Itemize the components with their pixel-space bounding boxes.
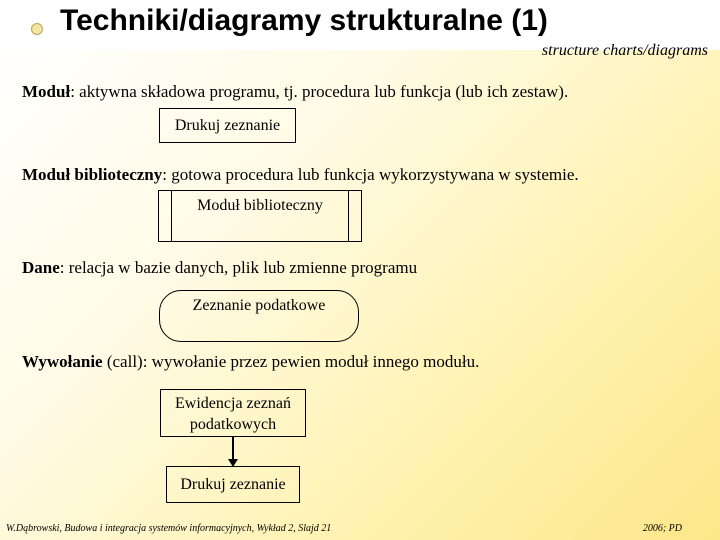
footer-date: 2006; PD <box>642 523 682 534</box>
definition-text: : relacja w bazie danych, plik lub zmienne programu <box>59 258 418 277</box>
caller-module-box <box>160 389 306 437</box>
slide-subtitle: structure charts/diagrams <box>541 42 708 59</box>
data-box <box>159 290 359 342</box>
term: Dane <box>22 258 60 277</box>
definition-call <box>22 352 479 372</box>
slide-title: Techniki/diagramy strukturalne (1) <box>60 4 548 37</box>
bullet-icon <box>31 23 43 35</box>
definition-module <box>22 82 568 102</box>
call-arrow-line <box>232 437 234 460</box>
term: Moduł biblioteczny <box>22 165 163 184</box>
module-box: Drukuj zeznanie <box>159 108 296 143</box>
definition-library-module <box>22 165 579 185</box>
callee-module-box: Drukuj zeznanie <box>166 466 300 503</box>
caller-label-line2: podatkowych <box>189 416 277 433</box>
definition-data <box>22 258 417 278</box>
term: Wywołanie <box>22 352 103 371</box>
caller-label-line1: Ewidencja zeznań <box>175 395 291 412</box>
data-label: Zeznanie podatkowe <box>192 297 326 314</box>
definition-text: : gotowa procedura lub funkcja wykorzystywana w systemie. <box>162 165 579 184</box>
footer-credit: W.Dąbrowski, Budowa i integracja systemów informacyjnych, Wykład 2, Slajd 21 <box>6 523 332 534</box>
term: Moduł <box>22 82 71 101</box>
definition-text: (call): wywołanie przez pewien moduł innego modułu. <box>102 352 480 371</box>
library-module-box <box>158 190 362 242</box>
library-module-label: Moduł biblioteczny <box>197 197 323 214</box>
definition-text: : aktywna składowa programu, tj. procedura lub funkcja (lub ich zestaw). <box>70 82 569 101</box>
